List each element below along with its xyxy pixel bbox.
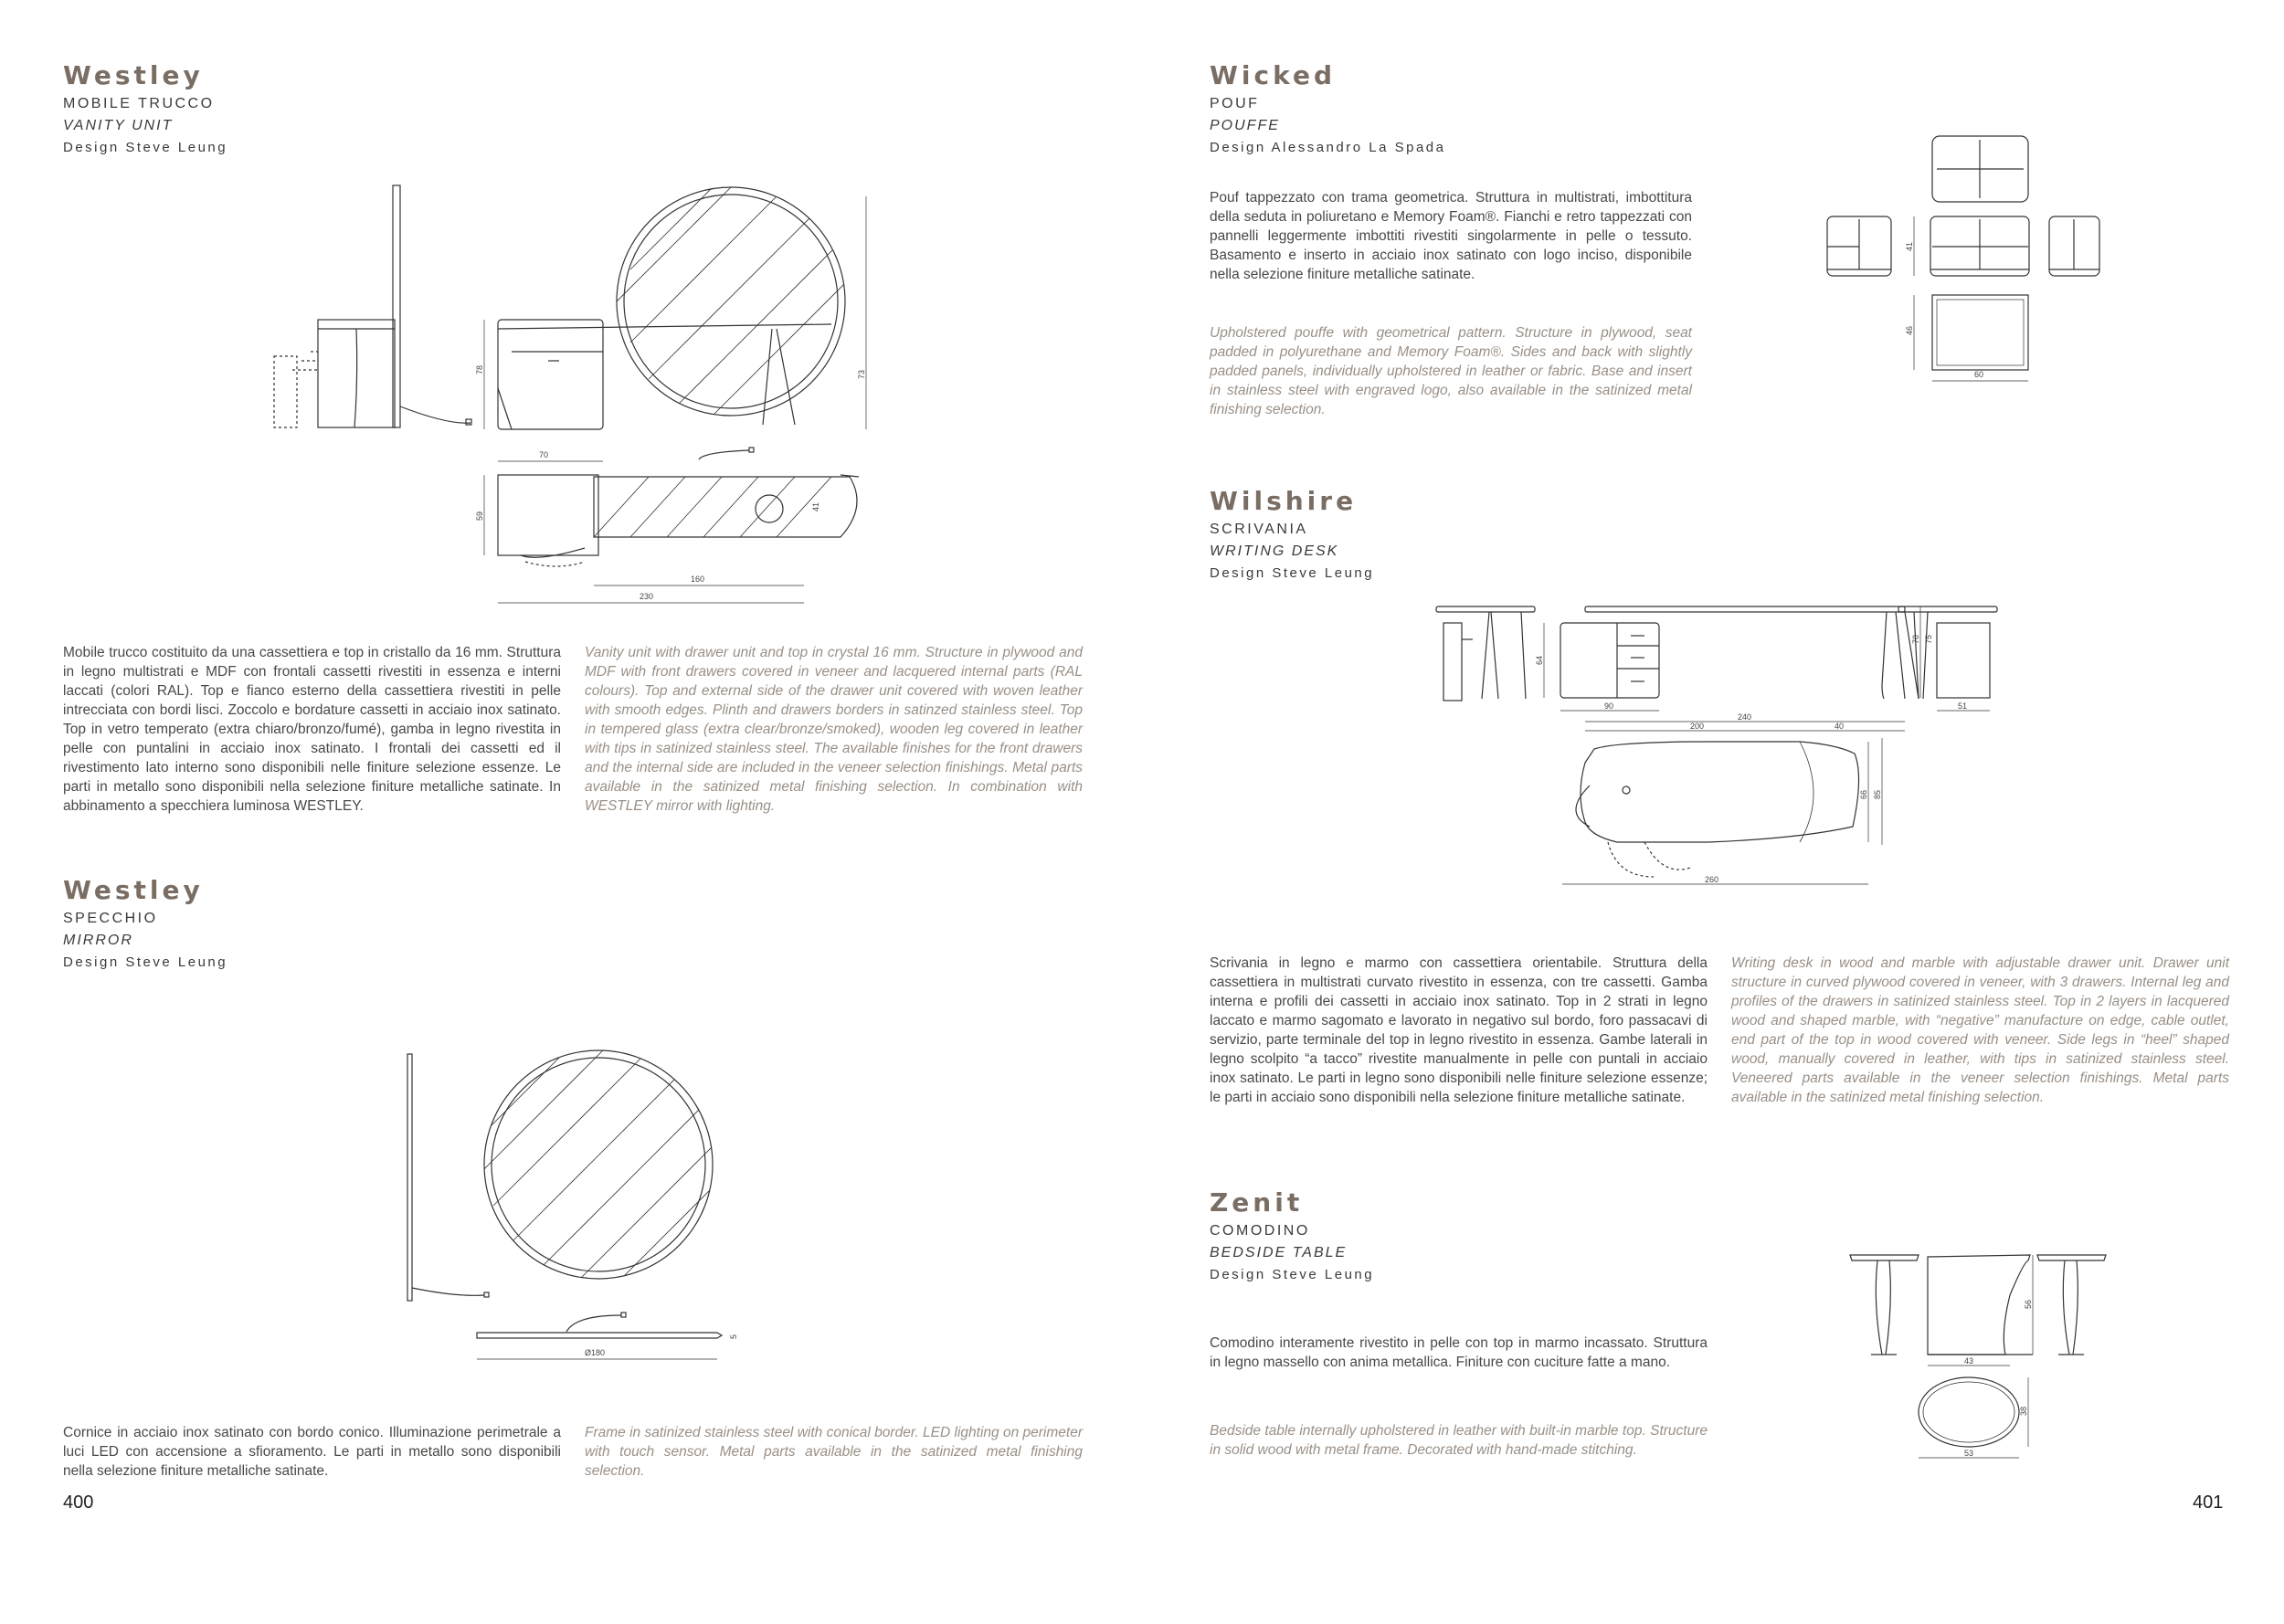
wicked-drawing [1823,132,2083,388]
westley-mirror-drawing [402,1050,749,1370]
dim-h2: 73 [857,369,866,379]
product-subtitle-it: COMODINO [1210,1223,1310,1239]
desk-side-right [1898,606,1997,612]
dim-w: 43 [1964,1356,1974,1366]
product-designer: Design Steve Leung [1210,1267,1375,1282]
zenit-desc-en: Bedside table internally upholstered in leather with built-in marble top. Structure in solid wood with metal frame. Decorated with hand-made stitching. [1210,1423,1708,1458]
zenit-plan [1919,1377,2019,1447]
westley-mirror-desc-en: Frame in satinized stainless steel with conical border. LED lighting on perimeter with touch sensor. Metal parts available in the satinized metal finishing selection. [585,1425,1083,1479]
zenit-header [1210,1187,1374,1282]
product-subtitle-it: SCRIVANIA [1210,522,1308,537]
zenit-front [1928,1255,2030,1355]
wilshire-desc-it: Scrivania in legno e marmo con cassettiera orientabile. Struttura della cassettiera in multistrati curvato rivestito in essenza, con tre cassetti. Gamba interna e profili dei cassetti in acciaio inox satinato. Top in 2 strati in legno laccato e marmo sagomato e lavorato in negativo sul bordo, foro passacavi di servizio, parte terminale del top in legno rivestito in essenza. Gambe laterali in legno scolpito “a tacco” rivestite manualmente in pelle con puntali in acciaio inox satinato. Le parti in legno sono disponibili nelle finiture selezione essenze; le parti in acciaio sono disponibili nella selezione finiture metalliche satinate. [1210,955,1708,1105]
dim-w-b: 40 [1835,722,1845,731]
plan-drawer-unit [498,475,598,555]
product-title: Wilshire [1210,486,1358,516]
product-subtitle-it: SPECCHIO [63,911,158,926]
westley-vanity-desc-it: Mobile trucco costituito da una cassettiera e top in cristallo da 16 mm. Struttura in legno multistrati e MDF con frontali cassetti rivestiti in essenza e interni laccati (colori RAL). Top e fianco esterno della cassettiera rivestiti in pelle intrecciata con bordi lisci. Zoccolo e bordature cassetti in acciaio inox satinato. Top in vetro temperato (extra chiaro/bronzo/fumé), gamba in legno rivestita in pelle con puntalini in acciaio inox satinato. I frontali dei cassetti ed il rivestimento lato interno sono disponibili nelle finiture selezione essenze. Le parti in metallo sono disponibili nella selezione finiture metalliche satinate. In abbinamento a specchiera luminosa WESTLEY. [63,645,561,814]
vanity-mirror-circle [617,187,845,416]
product-title: Westley [63,875,204,905]
westley-vanity-desc-en: Vanity unit with drawer unit and top in crystal 16 mm. Structure in plywood and MDF with front drawers covered in veneer and lacquered internal parts (RAL colours). Top and external side of the drawer unit covered with woven leather with smooth edges. Plinth and drawers borders in satinzed stainless steel. Top in tempered glass (extra clear/bronze/smoked), wooden leg covered in leather with tips in satinized stainless steel. The available finishes for the front drawers and the internal side are included in the veneer selection finishings. Metal parts available in the satinized metal finishing selection. In combination with WESTLEY mirror with lighting. [585,645,1083,814]
zenit-drawing [1845,1250,2120,1469]
zenit-side-left [1850,1255,1919,1260]
dim-h1: 64 [1535,655,1544,665]
dim-d: 38 [2019,1406,2028,1416]
dim-w: 60 [1974,370,1984,379]
dim-w-total: 230 [640,592,654,601]
product-subtitle-en: BEDSIDE TABLE [1210,1245,1348,1260]
desk-drawer-unit [1560,623,1659,698]
mirror-circle [484,1050,713,1279]
dim-d2: 41 [811,501,820,511]
product-title: Zenit [1210,1187,1304,1218]
mirror-plan [477,1333,722,1338]
westley-vanity-header [63,60,227,155]
westley-mirror-desc-it: Cornice in acciaio inox satinato con bordo conico. Illuminazione perimetrale a luci LED con accensione a sfioramento. Le parti in metallo sono disponibili nella selezione finiture metalliche satinate. [63,1425,561,1479]
dim-h3: 75 [1924,634,1933,644]
dim-d1: 59 [475,511,484,521]
front-drawer-unit [498,320,603,429]
zenit-side-right [2037,1255,2106,1260]
dim-h: 56 [2024,1299,2033,1309]
dim-h2: 70 [1911,634,1920,644]
dim-h1: 78 [475,364,484,374]
dim-d2: 85 [1873,789,1882,799]
wilshire-drawing [1434,603,2019,895]
pouf-plan [1932,295,2028,370]
dim-depth: 5 [729,1334,738,1339]
product-title: Westley [63,60,204,90]
zenit-desc-it: Comodino interamente rivestito in pelle con top in marmo incassato. Struttura in legno massello con anima metallica. Finiture con cuciture fatte a mano. [1210,1335,1708,1370]
wicked-desc-en: Upholstered pouffe with geometrical pattern. Structure in plywood, seat padded in polyurethane and Memory Foam®. Sides and back with slightly padded panels, individually upholstered in leather or fabric. Base and insert in stainless steel with engraved logo, also available in the satinized metal finishing selection. [1210,325,1692,417]
product-subtitle-it: POUF [1210,96,1260,111]
product-subtitle-en: VANITY UNIT [63,118,174,133]
dim-d: 46 [1905,325,1914,335]
dim-d1: 66 [1859,789,1868,799]
dim-w-plan: 53 [1964,1449,1974,1458]
mirror-side-profile [407,1054,412,1301]
dim-diameter: Ø180 [585,1348,606,1357]
dim-w-drawer: 90 [1604,701,1614,711]
side-panel [393,185,400,427]
product-title: Wicked [1210,60,1336,90]
westley-mirror-header [63,875,227,970]
product-subtitle-en: MIRROR [63,933,133,948]
page-number-right: 401 [2193,1492,2224,1513]
product-subtitle-en: WRITING DESK [1210,543,1339,559]
product-designer: Design Steve Leung [63,954,228,970]
dim-w-total: 240 [1738,712,1752,722]
desk-front-top [1585,606,1905,612]
dim-h: 41 [1905,241,1914,251]
dim-d-side: 51 [1958,701,1968,711]
desk-side-left [1436,606,1535,612]
page-number-left: 400 [63,1492,94,1513]
product-designer: Design Alessandro La Spada [1210,140,1446,155]
dim-w-plan: 260 [1705,875,1719,884]
dim-w-a: 200 [1690,722,1705,731]
product-designer: Design Steve Leung [1210,565,1375,581]
product-subtitle-en: POUFFE [1210,118,1280,133]
dim-w-mid: 160 [691,575,705,584]
product-subtitle-it: MOBILE TRUCCO [63,96,215,111]
product-designer: Design Steve Leung [63,140,228,155]
wicked-header [1210,60,1445,155]
desk-plan [1581,742,1859,842]
wicked-desc-it: Pouf tappezzato con trama geometrica. Struttura in multistrati, imbottitura della seduta in poliuretano e Memory Foam®. Fianchi e retro tappezzati con pannelli leggermente imbottiti rivestiti singolarmente in pelle o tessuto. Basamento e inserto in acciaio inox satinato con logo inciso, disponibile nella selezione finiture metalliche satinate. [1210,190,1692,282]
wilshire-header [1210,486,1374,581]
westley-vanity-drawing [265,178,868,617]
dim-w-top: 70 [539,450,549,459]
wilshire-desc-en: Writing desk in wood and marble with adjustable drawer unit. Drawer unit structure in curved plywood covered in veneer, with 3 drawers. Internal leg and profiles of the drawers in satinized stainless steel. Top in 2 layers in lacquered wood and shaped marble, with “negative” manufacture on edge, cable outlet, end part of the top in wood covered with veneer. Side legs in “heel” shaped wood, manually covered in leather, with tips in satinized stainless steel. Veneered parts available in the veneer selection finishings. Metal parts available in the satinized metal finishing selection. [1731,955,2229,1105]
